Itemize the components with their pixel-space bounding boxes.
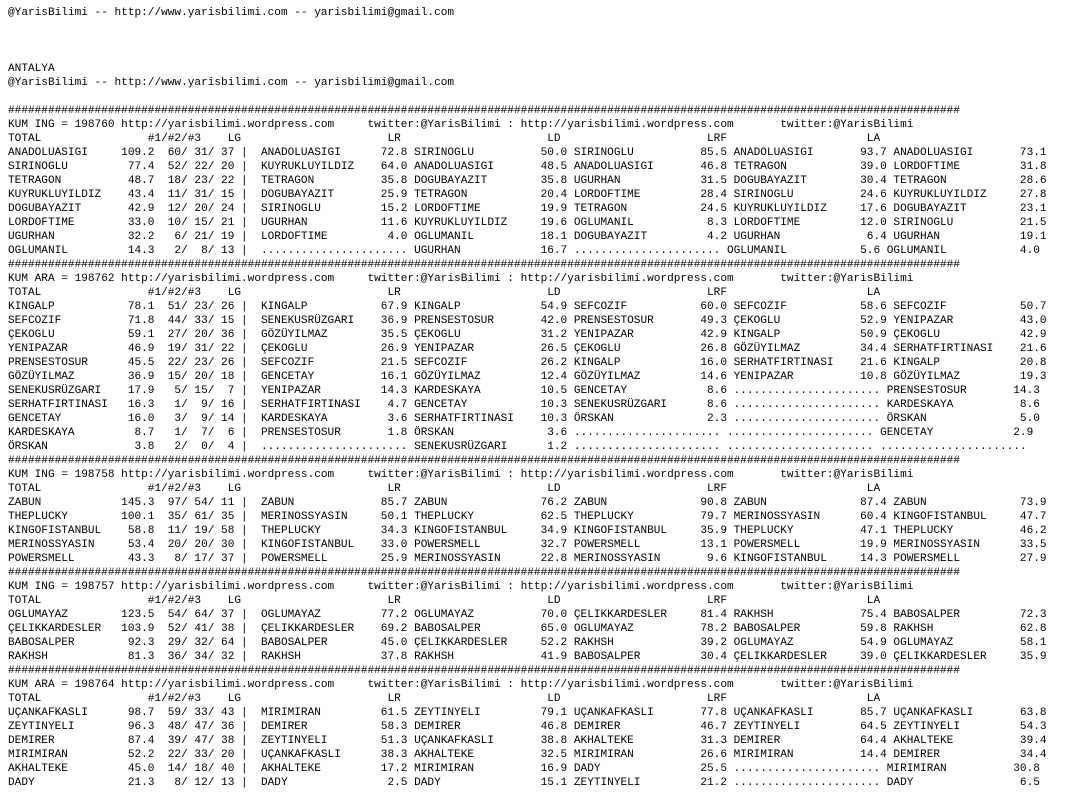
- table-row: RAKHSH 81.3 36/ 34/ 32 | RAKHSH 37.8 RAKHSH 41.9 BABOSALPER 30.4 ÇELIKKARDESLER 39.0 ÇELIKKARDESLER 35.9: [8, 651, 1047, 663]
- results-document: [8, 6, 1047, 790]
- race-title: KUM ARA = 198764 http://yarisbilimi.wordpress.com twitter:@YarisBilimi : http://yarisbilimi.wordpress.com twitter:@YarisBilimi: [8, 679, 914, 691]
- table-row: MIRIMIRAN 52.2 22/ 33/ 20 | UÇANKAFKASLI 38.3 AKHALTEKE 32.5 MIRIMIRAN 26.6 MIRIMIRAN 14.4 DEMIRER 34.4: [8, 749, 1047, 761]
- table-row: PRENSESTOSUR 45.5 22/ 23/ 26 | SEFCOZIF 21.5 SEFCOZIF 26.2 KINGALP 16.0 SERHATFIRTINASI 21.6 KINGALP 20.8: [8, 357, 1047, 369]
- table-row: YENIPAZAR 46.9 19/ 31/ 22 | ÇEKOGLU 26.9 YENIPAZAR 26.5 ÇEKOGLU 26.8 GÖZÜYILMAZ 34.4 SERHATFIRTINASI 21.6: [8, 343, 1047, 355]
- table-row: BABOSALPER 92.3 29/ 32/ 64 | BABOSALPER 45.0 ÇELIKKARDESLER 52.2 RAKHSH 39.2 OGLUMAYAZ 54.9 OGLUMAYAZ 58.1: [8, 637, 1047, 649]
- table-row: ZEYTINYELI 96.3 48/ 47/ 36 | DEMIRER 58.3 DEMIRER 46.8 DEMIRER 46.7 ZEYTINYELI 64.5 ZEYTINYELI 54.3: [8, 721, 1047, 733]
- table-row: AKHALTEKE 45.0 14/ 18/ 40 | AKHALTEKE 17.2 MIRIMIRAN 16.9 DADY 25.5 ...................... MIRIMIRAN 30.8: [8, 763, 1040, 775]
- race-title: KUM ARA = 198762 http://yarisbilimi.wordpress.com twitter:@YarisBilimi : http://yarisbilimi.wordpress.com twitter:@YarisBilimi: [8, 273, 914, 285]
- section-separator: ###############################################################################################################################################: [8, 665, 960, 677]
- section-separator: ###############################################################################################################################################: [8, 567, 960, 579]
- table-row: KINGALP 78.1 51/ 23/ 26 | KINGALP 67.9 KINGALP 54.9 SEFCOZIF 60.0 SEFCOZIF 58.6 SEFCOZIF 50.7: [8, 301, 1047, 313]
- table-row: THEPLUCKY 100.1 35/ 61/ 35 | MERINOSSYASIN 50.1 THEPLUCKY 62.5 THEPLUCKY 79.7 MERINOSSYASIN 60.4 KINGOFISTANBUL 47.7: [8, 511, 1047, 523]
- table-row: ÖRSKAN 3.8 2/ 0/ 4 | ...................... SENEKUSRÜZGARI 1.2 ...................... ...................... ......................: [8, 441, 1027, 453]
- header-line: @YarisBilimi -- http://www.yarisbilimi.com -- yarisbilimi@gmail.com: [8, 77, 455, 89]
- table-row: DEMIRER 87.4 39/ 47/ 38 | ZEYTINYELI 51.3 UÇANKAFKASLI 38.8 AKHALTEKE 31.3 DEMIRER 64.4 AKHALTEKE 39.4: [8, 735, 1047, 747]
- table-row: POWERSMELL 43.3 8/ 17/ 37 | POWERSMELL 25.9 MERINOSSYASIN 22.8 MERINOSSYASIN 9.6 KINGOFISTANBUL 14.3 POWERSMELL 27.9: [8, 553, 1047, 565]
- table-row: OGLUMAYAZ 123.5 54/ 64/ 37 | OGLUMAYAZ 77.2 OGLUMAYAZ 70.0 ÇELIKKARDESLER 81.4 RAKHSH 75.4 BABOSALPER 72.3: [8, 609, 1047, 621]
- table-row: GÖZÜYILMAZ 36.9 15/ 20/ 18 | GENCETAY 16.1 GÖZÜYILMAZ 12.4 GÖZÜYILMAZ 14.6 YENIPAZAR 10.8 GÖZÜYILMAZ 19.3: [8, 371, 1047, 383]
- column-headers: TOTAL #1/#2/#3 LG LR LD LRF LA: [8, 693, 881, 705]
- table-row: KARDESKAYA 8.7 1/ 7/ 6 | PRENSESTOSUR 1.8 ÖRSKAN 3.6 ...................... ...................... GENCETAY 2.9: [8, 427, 1034, 439]
- table-row: SENEKUSRÜZGARI 17.9 5/ 15/ 7 | YENIPAZAR 14.3 KARDESKAYA 10.5 GENCETAY 8.6 ...................... PRENSESTOSUR 14.3: [8, 385, 1040, 397]
- table-row: MERINOSSYASIN 53.4 20/ 20/ 30 | KINGOFISTANBUL 33.0 POWERSMELL 32.7 POWERSMELL 13.1 POWERSMELL 19.9 MERINOSSYASIN 33.5: [8, 539, 1047, 551]
- table-row: UGURHAN 32.2 6/ 21/ 19 | LORDOFTIME 4.0 OGLUMANIL 18.1 DOGUBAYAZIT 4.2 UGURHAN 6.4 UGURHAN 19.1: [8, 231, 1047, 243]
- column-headers: TOTAL #1/#2/#3 LG LR LD LRF LA: [8, 483, 881, 495]
- table-row: SERHATFIRTINASI 16.3 1/ 9/ 16 | SERHATFIRTINASI 4.7 GENCETAY 10.3 SENEKUSRÜZGARI 8.6 ...................... KARDESKAYA 8.6: [8, 399, 1040, 411]
- table-row: GENCETAY 16.0 3/ 9/ 14 | KARDESKAYA 3.6 SERHATFIRTINASI 10.3 ÖRSKAN 2.3 ...................... ÖRSKAN 5.0: [8, 413, 1040, 425]
- table-row: SIRINOGLU 77.4 52/ 22/ 20 | KUYRUKLUYILDIZ 64.0 ANADOLUASIGI 48.5 ANADOLUASIGI 46.8 TETRAGON 39.0 LORDOFTIME 31.8: [8, 161, 1047, 173]
- section-separator: ###############################################################################################################################################: [8, 455, 960, 467]
- header-line: @YarisBilimi -- http://www.yarisbilimi.com -- yarisbilimi@gmail.com: [8, 7, 455, 19]
- race-title: KUM ING = 198758 http://yarisbilimi.wordpress.com twitter:@YarisBilimi : http://yarisbilimi.wordpress.com twitter:@YarisBilimi: [8, 469, 914, 481]
- table-row: ÇEKOGLU 59.1 27/ 20/ 36 | GÖZÜYILMAZ 35.5 ÇEKOGLU 31.2 YENIPAZAR 42.9 KINGALP 50.9 ÇEKOGLU 42.9: [8, 329, 1047, 341]
- table-row: OGLUMANIL 14.3 2/ 8/ 13 | ...................... UGURHAN 16.7 ...................... OGLUMANIL 5.6 OGLUMANIL 4.0: [8, 245, 1040, 257]
- table-row: ANADOLUASIGI 109.2 60/ 31/ 37 | ANADOLUASIGI 72.8 SIRINOGLU 50.0 SIRINOGLU 85.5 ANADOLUASIGI 93.7 ANADOLUASIGI 73.1: [8, 147, 1047, 159]
- table-row: ZABUN 145.3 97/ 54/ 11 | ZABUN 85.7 ZABUN 76.2 ZABUN 90.8 ZABUN 87.4 ZABUN 73.9: [8, 497, 1047, 509]
- race-title: KUM ING = 198757 http://yarisbilimi.wordpress.com twitter:@YarisBilimi : http://yarisbilimi.wordpress.com twitter:@YarisBilimi: [8, 581, 914, 593]
- table-row: LORDOFTIME 33.0 10/ 15/ 21 | UGURHAN 11.6 KUYRUKLUYILDIZ 19.6 OGLUMANIL 8.3 LORDOFTIME 12.0 SIRINOGLU 21.5: [8, 217, 1047, 229]
- table-row: UÇANKAFKASLI 98.7 59/ 33/ 43 | MIRIMIRAN 61.5 ZEYTINYELI 79.1 UÇANKAFKASLI 77.8 UÇANKAFKASLI 85.7 UÇANKAFKASLI 63.8: [8, 707, 1047, 719]
- table-row: KINGOFISTANBUL 58.8 11/ 19/ 58 | THEPLUCKY 34.3 KINGOFISTANBUL 34.9 KINGOFISTANBUL 35.9 THEPLUCKY 47.1 THEPLUCKY 46.2: [8, 525, 1047, 537]
- column-headers: TOTAL #1/#2/#3 LG LR LD LRF LA: [8, 595, 881, 607]
- race-title: KUM ING = 198760 http://yarisbilimi.wordpress.com twitter:@YarisBilimi : http://yarisbilimi.wordpress.com twitter:@YarisBilimi: [8, 119, 914, 131]
- city-title: ANTALYA: [8, 63, 55, 75]
- column-headers: TOTAL #1/#2/#3 LG LR LD LRF LA: [8, 287, 881, 299]
- table-row: SEFCOZIF 71.8 44/ 33/ 15 | SENEKUSRÜZGARI 36.9 PRENSESTOSUR 42.0 PRENSESTOSUR 49.3 ÇEKOGLU 52.9 YENIPAZAR 43.0: [8, 315, 1047, 327]
- column-headers: TOTAL #1/#2/#3 LG LR LD LRF LA: [8, 133, 881, 145]
- table-row: KUYRUKLUYILDIZ 43.4 11/ 31/ 15 | DOGUBAYAZIT 25.9 TETRAGON 20.4 LORDOFTIME 28.4 SIRINOGLU 24.6 KUYRUKLUYILDIZ 27.8: [8, 189, 1047, 201]
- table-row: ÇELIKKARDESLER 103.9 52/ 41/ 38 | ÇELIKKARDESLER 69.2 BABOSALPER 65.0 OGLUMAYAZ 78.2 BABOSALPER 59.8 RAKHSH 62.8: [8, 623, 1047, 635]
- section-separator: ###############################################################################################################################################: [8, 259, 960, 271]
- section-separator: ###############################################################################################################################################: [8, 105, 960, 117]
- table-row: DOGUBAYAZIT 42.9 12/ 20/ 24 | SIRINOGLU 15.2 LORDOFTIME 19.9 TETRAGON 24.5 KUYRUKLUYILDIZ 17.6 DOGUBAYAZIT 23.1: [8, 203, 1047, 215]
- table-row: TETRAGON 48.7 18/ 23/ 22 | TETRAGON 35.8 DOGUBAYAZIT 35.8 UGURHAN 31.5 DOGUBAYAZIT 30.4 TETRAGON 28.6: [8, 175, 1047, 187]
- table-row: DADY 21.3 8/ 12/ 13 | DADY 2.5 DADY 15.1 ZEYTINYELI 21.2 ...................... DADY 6.5: [8, 777, 1040, 789]
